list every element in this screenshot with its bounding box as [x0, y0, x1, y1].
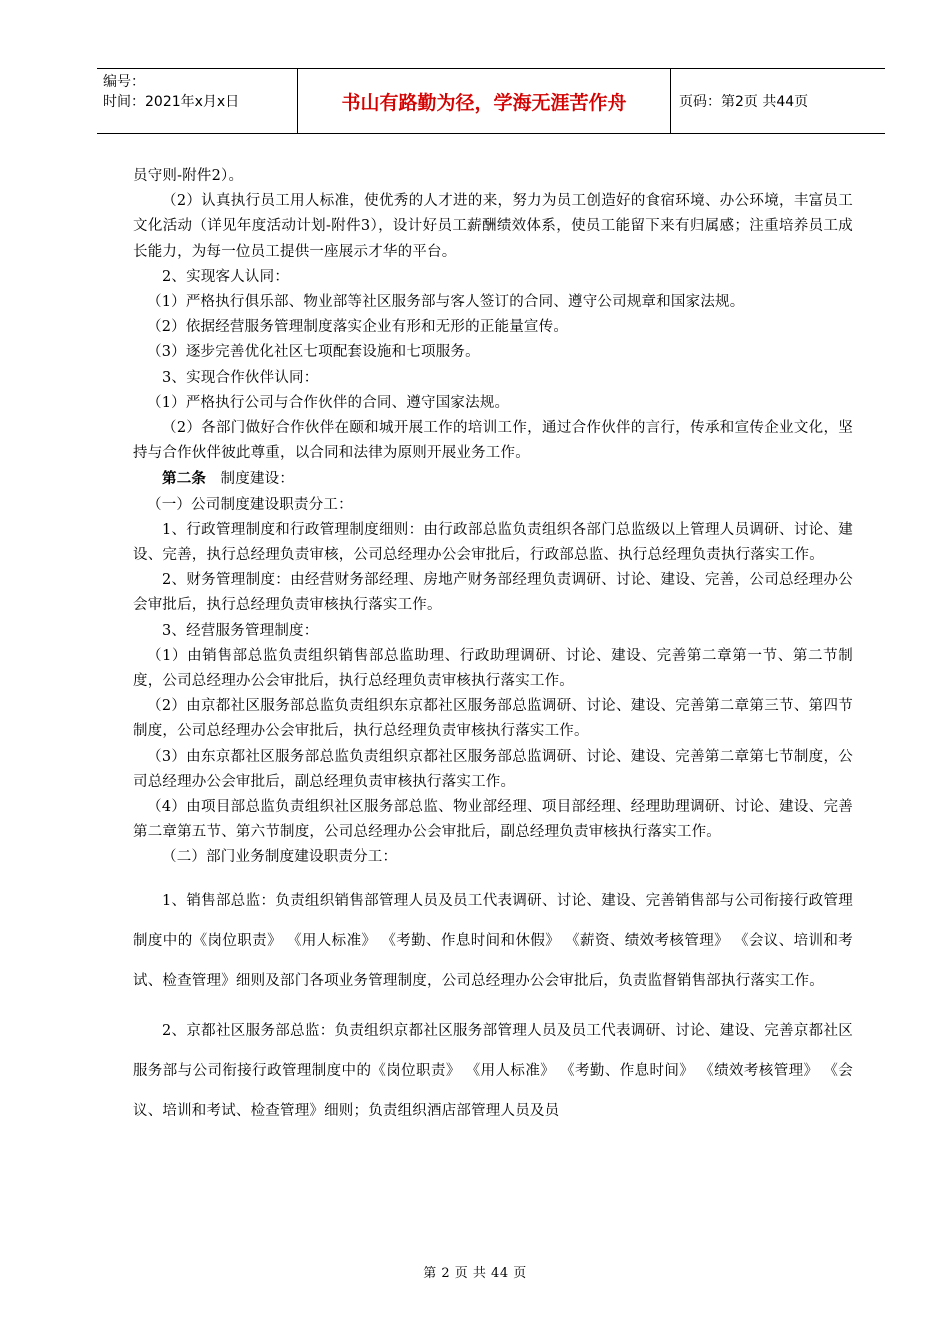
paragraph: 3、实现合作伙伴认同：	[162, 369, 319, 386]
paragraph: 2、实现客人认同：	[162, 268, 290, 285]
spacer	[133, 871, 853, 881]
article-title: 制度建设：	[220, 471, 295, 488]
paragraph: （4）由项目部总监负责组织社区服务部总监、物业部经理、项目部经理、经理助理调研、讨论、建设、完善第二章第五节、第六节制度，公司总经理办公会审批后，副总经理负责审核执行落实工作。	[133, 799, 853, 841]
article-heading	[133, 466, 853, 492]
paragraph: （2）认真执行员工用人标准，使优秀的人才进的来，努力为员工创造好的食宿环境、办公环境，丰富员工文化活动（详见年度活动计划-附件3），设计好员工薪酬绩效体系，使员工能留下来有归属感；注重培养员工成长能力，为每一位员工提供一座展示才华的平台。	[133, 193, 853, 260]
page-footer: 第 2 页 共 44 页	[423, 1266, 527, 1281]
paragraph: （3）由东京都社区服务部总监负责组织京都社区服务部总监调研、讨论、建设、完善第二章第七节制度，公司总经理办公会审批后，副总经理负责审核执行落实工作。	[133, 748, 853, 790]
paragraph: （一）公司制度建设职责分工：	[147, 496, 353, 513]
paragraph: 2、京都社区服务部总监：负责组织京都社区服务部管理人员及员工代表调研、讨论、建设、完善京都社区服务部与公司衔接行政管理制度中的《岗位职责》 《用人标准》 《考勤、作息时间》 《绩效考核管理》 《会议、培训和考试、检查管理》细则；负责组织酒店部管理人员及员	[133, 1022, 853, 1119]
paragraph: 1、行政管理制度和行政管理制度细则：由行政部总监负责组织各部门总监级以上管理人员调研、讨论、建设、完善，执行总经理负责审核，公司总经理办公会审批后，行政部总监、执行总经理负责执行落实工作。	[133, 521, 853, 564]
paragraph: 1、销售部总监：负责组织销售部管理人员及员工代表调研、讨论、建设、完善销售部与公司衔接行政管理制度中的《岗位职责》 《用人标准》 《考勤、作息时间和休假》 《薪资、绩效考核管理》 《会议、培训和考试、检查管理》细则及部门各项业务管理制度，公司总经理办公会审批后，负责监督销售部执行落实工作。	[133, 892, 853, 989]
document-body	[133, 164, 853, 1131]
paragraph: （3）逐步完善优化社区七项配套设施和七项服务。	[147, 344, 480, 361]
paragraph: （1）严格执行俱乐部、物业部等社区服务部与客人签订的合同、遵守公司规章和国家法规。	[147, 294, 745, 311]
paragraph: 员守则-附件2）。	[133, 168, 244, 184]
article-number: 第二条	[162, 470, 207, 488]
document-number-label: 编号：	[103, 74, 145, 90]
document-time-label: 时间：2021年x月x日	[103, 94, 240, 110]
header-meta	[97, 69, 298, 133]
spacer	[133, 1001, 853, 1011]
paragraph: 3、经营服务管理制度：	[162, 622, 319, 639]
paragraph: （1）严格执行公司与合作伙伴的合同、遵守国家法规。	[147, 394, 510, 411]
paragraph: （2）各部门做好合作伙伴在颐和城开展工作的培训工作，通过合作伙伴的言行，传承和宣传企业文化，坚持与合作伙伴彼此尊重，以合同和法律为原则开展业务工作。	[133, 420, 853, 462]
header-page-number: 页码：第2页 共44页	[679, 94, 809, 110]
paragraph: （1）由销售部总监负责组织销售部总监助理、行政助理调研、讨论、建设、完善第二章第一节、第二节制度，公司总经理办公会审批后，执行总经理负责审核执行落实工作。	[133, 647, 853, 690]
paragraph: （2）依据经营服务管理制度落实企业有形和无形的正能量宣传。	[147, 319, 569, 336]
header-motto: 书山有路勤为径，学海无涯苦作舟	[298, 69, 671, 133]
paragraph: 2、财务管理制度：由经营财务部经理、房地产财务部经理负责调研、讨论、建设、完善，公司总经理办公会审批后，执行总经理负责审核执行落实工作。	[133, 572, 853, 614]
paragraph: （2）由京都社区服务部总监负责组织东京都社区服务部总监调研、讨论、建设、完善第二章第三节、第四节制度，公司总经理办公会审批后，执行总经理负责审核执行落实工作。	[133, 698, 853, 740]
paragraph: （二）部门业务制度建设职责分工：	[162, 849, 398, 866]
page-header	[97, 68, 885, 134]
